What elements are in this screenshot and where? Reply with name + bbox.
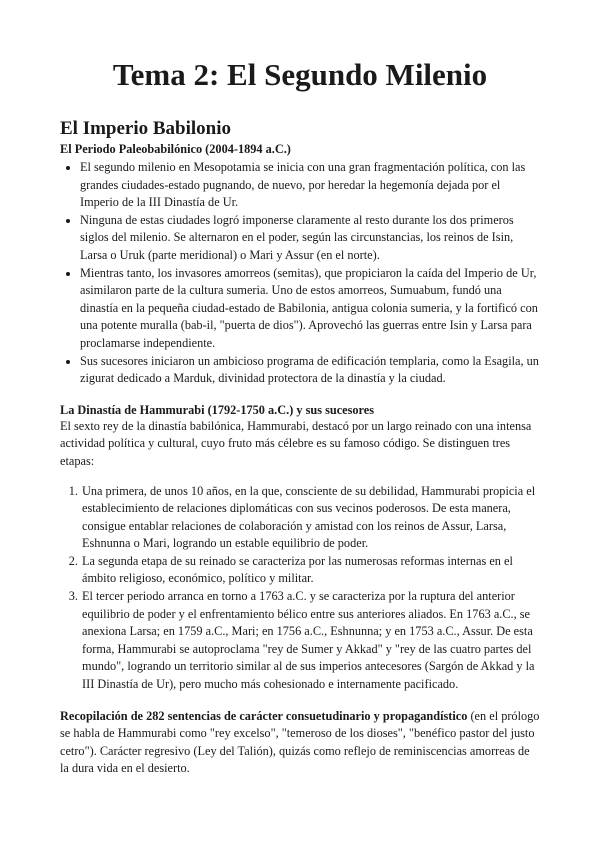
code-summary-bold: Recopilación de 282 sentencias de carácter consuetudinario y propagandístico xyxy=(60,708,468,723)
subsection-heading-hammurabi: La Dinastía de Hammurabi (1792-1750 a.C.) y sus sucesores xyxy=(60,402,375,417)
hammurabi-intro-paragraph: El sexto rey de la dinastía babilónica, Hammurabi, destacó por un largo reinado con una intensa actividad política y cultural, cuyo fruto más célebre es su famoso código. Se distinguen tres etapas: xyxy=(60,418,532,468)
list-item: • Sus sucesores iniciaron un ambicioso programa de edificación templaria, como la Esagila, un zigurat dedicado a Marduk, divinidad protectora de la dinastía y la ciudad. xyxy=(80,353,540,388)
page-title: Tema 2: El Segundo Milenio xyxy=(112,57,488,92)
subsection-heading-paleobabilonico: El Periodo Paleobabilónico (2004-1894 a.C.) xyxy=(60,142,291,156)
hammurabi-stages-list xyxy=(60,483,540,694)
paleobabilonico-bullet-list xyxy=(60,159,540,388)
list-item: • Mientras tanto, los invasores amorreos (semitas), que propiciaron la caída del Imperio de Ur, asimilaron parte de la cultura sumeria. Uno de estos amorreos, Sumuabum, fundó una dinastía en la pequeña ciudad-estado de Babilonia, antigua colonia sumeria, y la fortificó con una potente muralla (bab-il, "puerta de dios"). Aprovechó las guerras entre Isin y Larsa para proclamarse independiente. xyxy=(80,265,540,353)
code-summary-text: (en el prólogo se habla de Hammurabi como "rey excelso", "temeroso de los dioses", "benéfico pastor del justo cetro"). Carácter regresivo (Ley del Talión), quizás como reflejo de reminiscencias amorreas de la dura vida en el desierto. xyxy=(60,708,540,776)
list-item: 3. El tercer periodo arranca en torno a 1763 a.C. y se caracteriza por la ruptura del anterior equilibrio de poder y el enfrentamiento bélico entre sus anteriores aliados. En 1763 a.C., se anexiona Larsa; en 1759 a.C., Mari; en 1756 a.C., Eshnunna; y en 1753 a.C., Assur. De esta forma, Hammurabi se autoproclama "rey de Sumer y Akkad" y "rey de las cuatro partes del mundo", logrando un territorio similar al de sus imperios antecesores (Sargón de Akkad y la III Dinastía de Ur), pero mucho más cohesionado e internamente pacificado. xyxy=(81,588,540,694)
list-item: 1. Una primera, de unos 10 años, en la que, consciente de su debilidad, Hammurabi propicia el establecimiento de relaciones diplomáticas con sus vecinos poderosos. De esta manera, consigue entablar relaciones de colaboración y amistad con los reinos de Assur, Larsa, Eshnunna o Mari, logrando un estable equilibrio de poder. xyxy=(81,483,540,553)
list-item: • Ninguna de estas ciudades logró imponerse claramente al resto durante los dos primeros siglos del milenio. Se alternaron en el poder, según las circunstancias, los reinos de Isin, Larsa o Uruk (parte meridional) o Mari y Assur (en el norte). xyxy=(80,212,540,265)
code-summary-paragraph xyxy=(60,708,540,778)
list-item: 2. La segunda etapa de su reinado se caracteriza por las numerosas reformas internas en el ámbito religioso, económico, político y militar. xyxy=(81,553,540,588)
section-heading: El Imperio Babilonio xyxy=(60,118,232,139)
list-item: • El segundo milenio en Mesopotamia se inicia con una gran fragmentación política, con las grandes ciudades-estado pugnando, de nuevo, por heredar la hegemonía dejada por el Imperio de la III Dinastía de Ur. xyxy=(80,159,540,212)
